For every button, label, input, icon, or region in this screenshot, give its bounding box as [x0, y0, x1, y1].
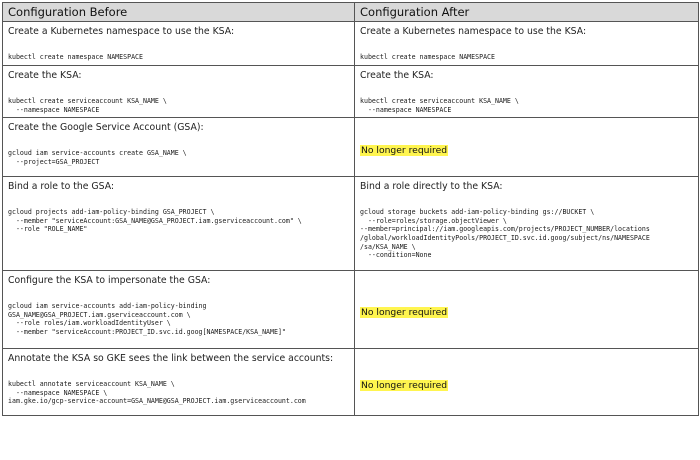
- step-description: Create the KSA:: [360, 70, 434, 81]
- step-description: Bind a role directly to the KSA:: [360, 181, 503, 193]
- step-description: Bind a role to the GSA:: [8, 181, 115, 193]
- table-row: [3, 22, 699, 66]
- after-cell: [355, 22, 699, 66]
- before-cell: [3, 118, 355, 177]
- table-row: [3, 271, 699, 349]
- after-cell: [355, 349, 699, 416]
- step-description: Annotate the KSA so GKE sees the link between the service accounts:: [8, 353, 334, 365]
- code-snippet: kubectl create namespace NAMESPACE: [360, 53, 495, 61]
- no-longer-required-badge: No longer required: [361, 379, 448, 391]
- after-cell: [355, 177, 699, 271]
- code-snippet: kubectl create namespace NAMESPACE: [8, 53, 143, 61]
- code-snippet: gcloud iam service-accounts create GSA_NAME \ --project=GSA_PROJECT: [8, 149, 187, 166]
- step-description: Create the KSA:: [8, 70, 82, 81]
- step-description: Create the Google Service Account (GSA):: [8, 122, 204, 134]
- after-cell: [355, 118, 699, 177]
- no-longer-required-badge: No longer required: [361, 144, 448, 156]
- table-row: [3, 349, 699, 416]
- code-snippet: gcloud iam service-accounts add-iam-policy-binding GSA_NAME@GSA_PROJECT.iam.gserviceaccount.com \ --role roles/iam.workloadIdentityUser \ --member "serviceAccount:PROJECT_ID.svc.id.goog[NAMESPACE/KSA_NAME]": [8, 302, 286, 336]
- before-cell: [3, 22, 355, 66]
- code-snippet: kubectl annotate serviceaccount KSA_NAME \ --namespace NAMESPACE \ iam.gke.io/gcp-service-account=GSA_NAME@GSA_PROJECT.iam.gserviceaccount.com: [8, 380, 306, 406]
- before-cell: [3, 177, 355, 271]
- table-row: [3, 177, 699, 271]
- table-row: [3, 118, 699, 177]
- table-row: [3, 66, 699, 118]
- after-cell: [355, 66, 699, 118]
- step-description: Create a Kubernetes namespace to use the KSA:: [360, 26, 587, 37]
- code-snippet: gcloud storage buckets add-iam-policy-binding gs://BUCKET \ --role=roles/storage.objectViewer \ --member=principal://iam.googleapis.com/projects/PROJECT_NUMBER/locations /global/workloadIdentityPools/PROJECT_ID.svc.id.goog/subject/ns/NAMESPACE /sa/KSA_NAME \ --condition=None: [360, 208, 650, 260]
- code-snippet: kubectl create serviceaccount KSA_NAME \ --namespace NAMESPACE: [360, 97, 519, 114]
- header-after: Configuration After: [355, 3, 699, 22]
- before-cell: [3, 66, 355, 118]
- step-description: Create a Kubernetes namespace to use the KSA:: [8, 26, 235, 37]
- step-description: Configure the KSA to impersonate the GSA:: [8, 275, 211, 287]
- after-cell: [355, 271, 699, 349]
- configuration-comparison-table: [2, 2, 699, 416]
- comparison-table-wrapper: [2, 2, 698, 416]
- no-longer-required-badge: No longer required: [361, 307, 448, 319]
- before-cell: [3, 271, 355, 349]
- code-snippet: kubectl create serviceaccount KSA_NAME \ --namespace NAMESPACE: [8, 97, 167, 114]
- header-before: Configuration Before: [3, 3, 355, 22]
- before-cell: [3, 349, 355, 416]
- code-snippet: gcloud projects add-iam-policy-binding GSA_PROJECT \ --member "serviceAccount:GSA_NAME@GSA_PROJECT.iam.gserviceaccount.com" \ --role "ROLE_NAME": [8, 208, 302, 234]
- header-row: [3, 3, 699, 22]
